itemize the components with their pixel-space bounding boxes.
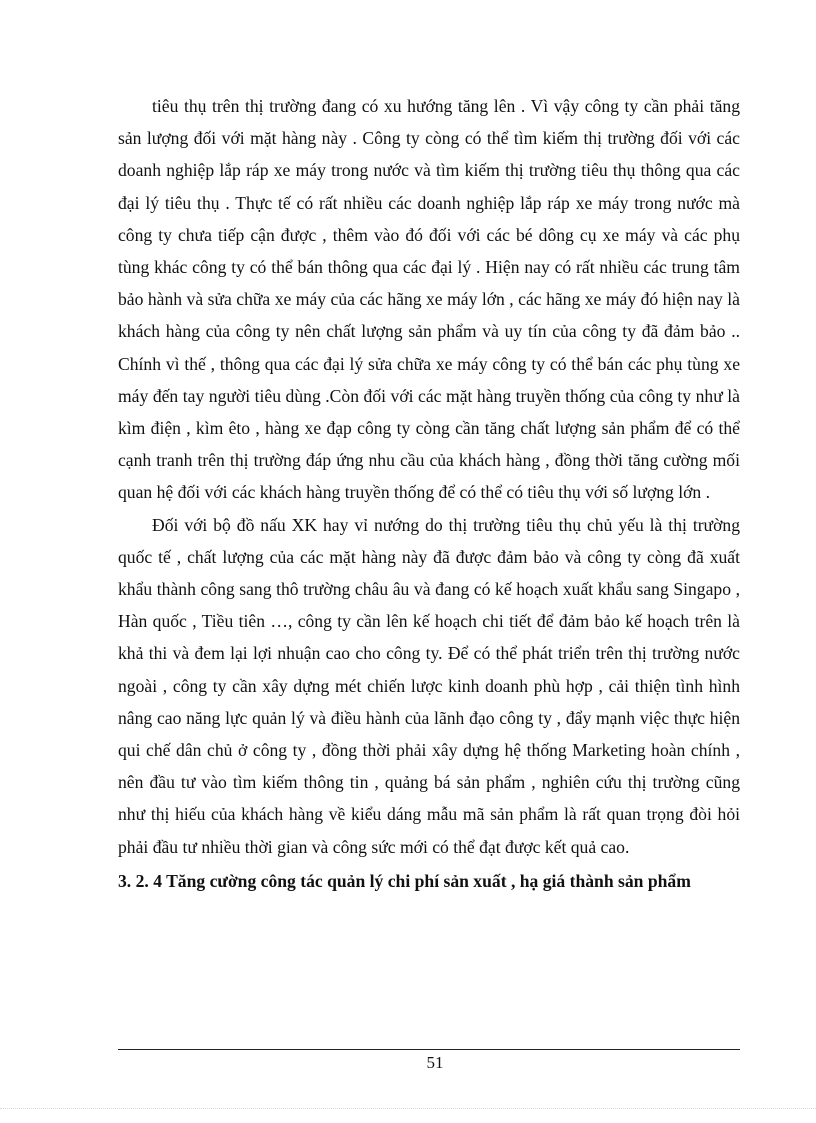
paragraph-1: tiêu thụ trên thị trường đang có xu hướng tăng lên . Vì vậy công ty cần phải tăng sản lượng đối với mặt hàng này . Công ty còng có thể tìm kiếm thị trường đối với các doanh nghiệp lắp ráp xe máy trong nước và tìm kiếm thị trường tiêu thụ thông qua các đại lý tiêu thụ . Thực tế có rất nhiều các doanh nghiệp lắp ráp xe máy trong nước mà công ty chưa tiếp cận được , thêm vào đó đối với các bé dông cụ xe máy và các phụ tùng khác công ty có thể bán thông qua các đại lý . Hiện nay có rất nhiều các trung tâm bảo hành và sửa chữa xe máy của các hãng xe máy lớn , các hãng xe máy đó hiện nay là khách hàng của công ty nên chất lượng sản phẩm và uy tín của công ty đã đảm bảo .. Chính vì thế , thông qua các đại lý sửa chữa xe máy công ty có thể bán các phụ tùng xe máy đến tay người tiêu dùng .Còn đối với các mặt hàng truyền thống của công ty như là kìm điện , kìm êto , hàng xe đạp công ty còng cần tăng chất lượng sản phẩm để có thể cạnh tranh trên thị trường đáp ứng nhu cầu của khách hàng , đồng thời tăng cường mối quan hệ đối với các khách hàng truyền thống để có thể có tiêu thụ với số lượng lớn . <box>118 96 740 503</box>
page-edge-dotted-border <box>0 1108 816 1109</box>
section-heading: 3. 2. 4 Tăng cường công tác quản lý chi phí sản xuất , hạ giá thành sản phẩm <box>118 870 691 891</box>
page-body <box>118 90 740 897</box>
footer-divider <box>118 1049 740 1050</box>
page-number: 51 <box>426 1053 444 1072</box>
paragraph-2: Đối với bộ đồ nấu XK hay vỉ nướng do thị trường tiêu thụ chủ yếu là thị trường quốc tế , chất lượng của các mặt hàng này đã được đảm bảo và công ty còng đã xuất khẩu thành công sang thô trường châu âu và đang có kế hoạch xuất khẩu sang Singapo , Hàn quốc , Tiều tiên …, công ty cần lên kế hoạch chi tiết để đảm bảo kế hoạch trên là khả thi và đem lại lợi nhuận cao cho công ty. Để có thể phát triển trên thị trường nước ngoài , công ty cần xây dựng mét chiến lược kinh doanh phù hợp , cải thiện tình hình nâng cao năng lực quản lý và điều hành của lãnh đạo công ty , đẩy mạnh việc thực hiện qui chế dân chủ ở công ty , đồng thời phải xây dựng hệ thống Marketing hoàn chính , nên đầu tư vào tìm kiếm thông tin , quảng bá sản phẩm , nghiên cứu thị trường cũng như thị hiếu của khách hàng về kiểu dáng mẫu mã sản phẩm là rất quan trọng đòi hỏi phải đầu tư nhiều thời gian và công sức mới có thể đạt được kết quả cao. <box>118 514 740 857</box>
